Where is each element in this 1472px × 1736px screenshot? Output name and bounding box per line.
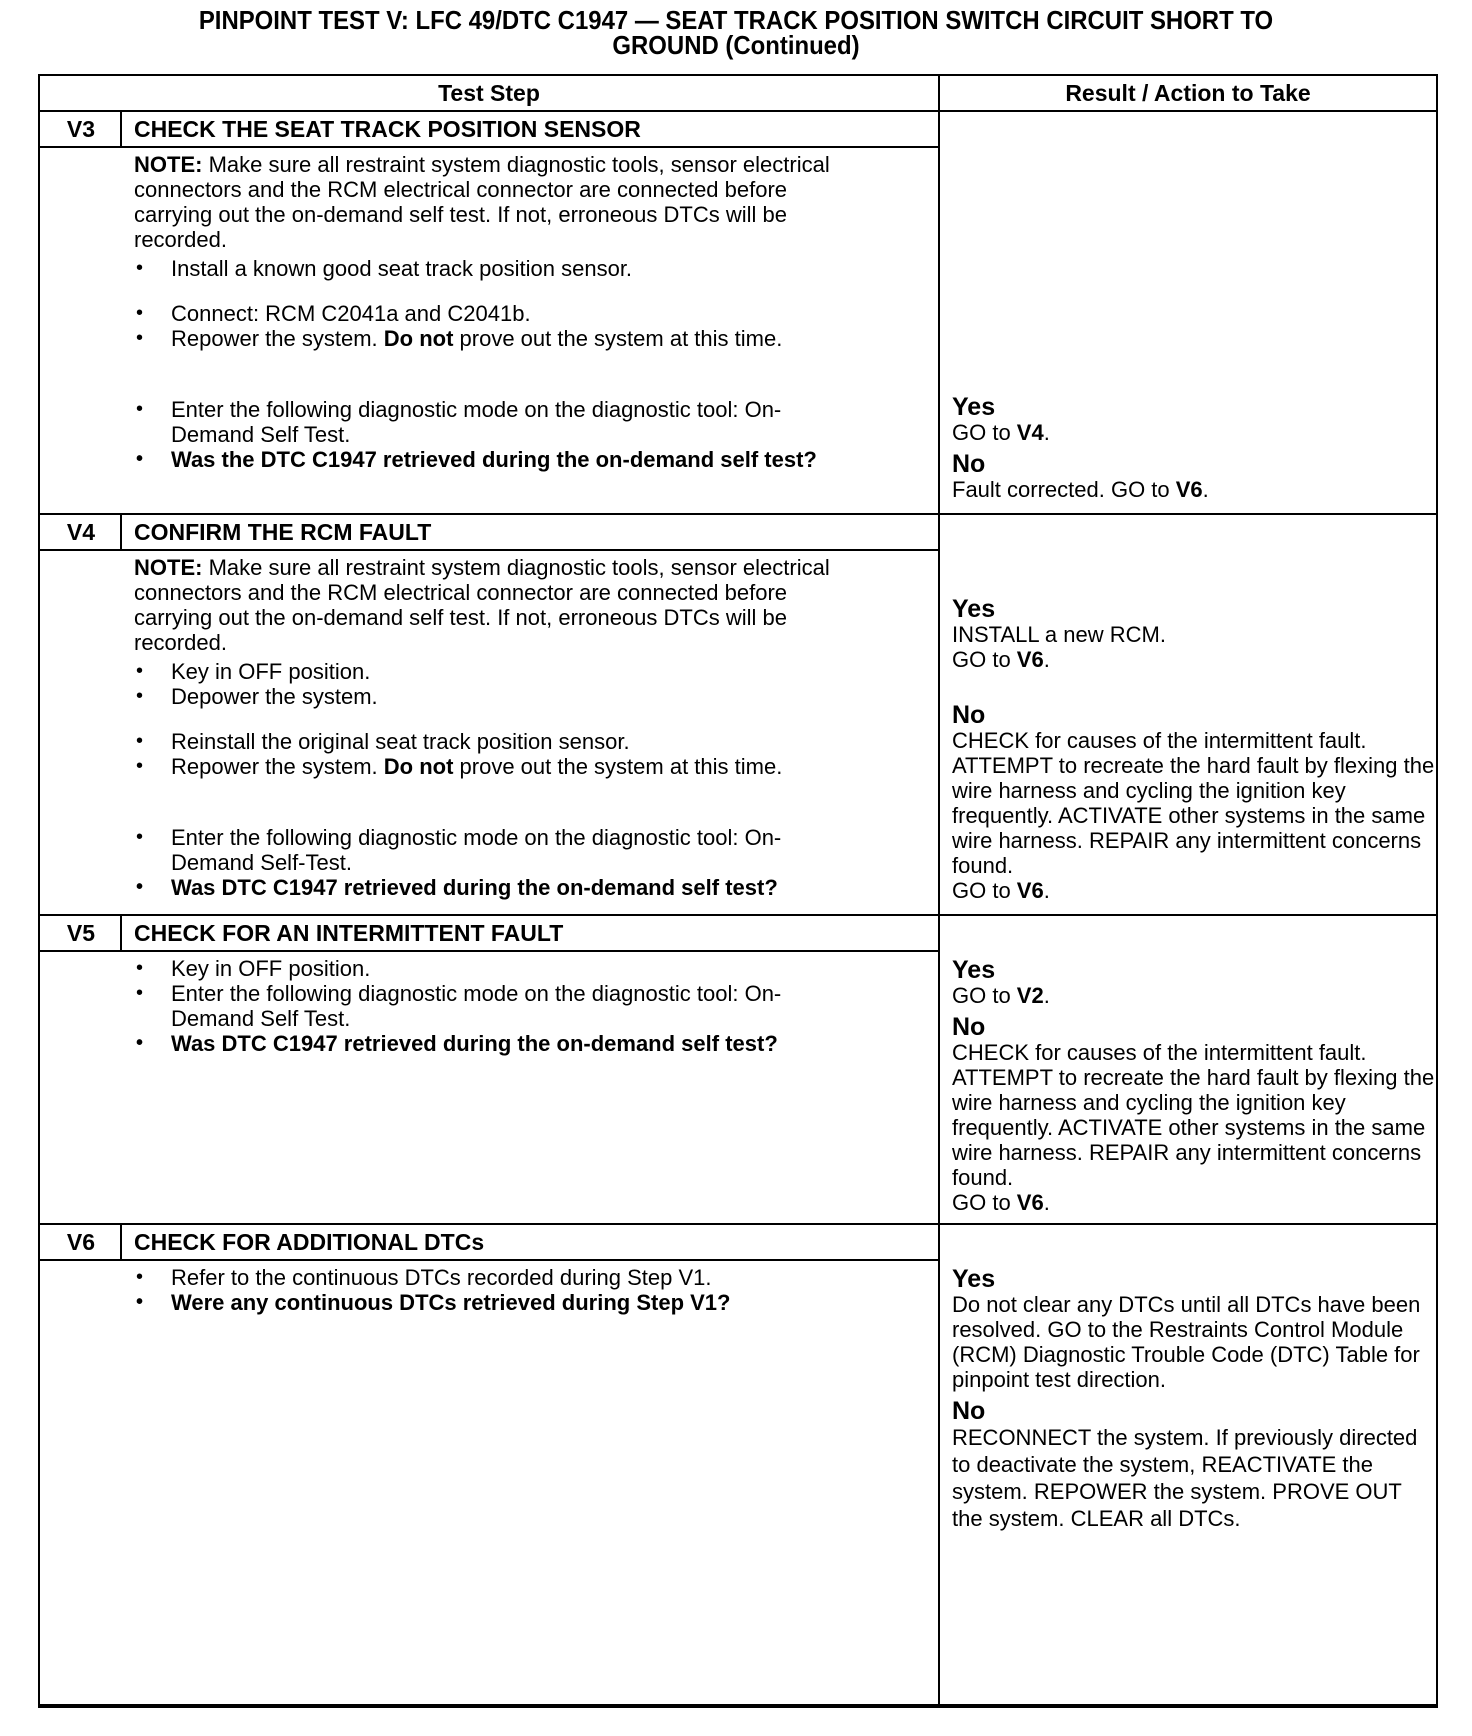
instruction-item: • Key in OFF position. (134, 956, 854, 981)
instruction-item: • Install a known good seat track position sensor. (134, 256, 854, 281)
result-no (952, 451, 1438, 502)
no-action[interactable]: Fault corrected. GO to V6. (952, 477, 1209, 502)
header-result-action: Result / Action to Take (1065, 80, 1311, 106)
yes-action[interactable]: GO to V4. (952, 420, 1050, 445)
step-link: V6 (1175, 477, 1203, 502)
yes-action[interactable]: GO to V6. (952, 647, 1050, 672)
instruction-item: • Repower the system. Do not prove out the system at this time. (134, 326, 854, 351)
yes-label: Yes (952, 595, 996, 623)
step-instructions (134, 1265, 854, 1315)
header-test-step: Test Step (438, 80, 540, 106)
note (134, 152, 854, 252)
no-label: No (952, 1013, 986, 1041)
yes-label: Yes (952, 956, 996, 984)
step-title: CHECK FOR AN INTERMITTENT FAULT (134, 920, 564, 946)
no-label: No (952, 450, 986, 478)
instruction-question: • Were any continuous DTCs retrieved during Step V1? (134, 1290, 854, 1315)
result-yes (952, 1266, 1438, 1392)
yes-label: Yes (952, 1265, 996, 1293)
step-link: V4 (1016, 420, 1044, 445)
instruction-item: • Refer to the continuous DTCs recorded during Step V1. (134, 1265, 854, 1290)
step-title: CONFIRM THE RCM FAULT (134, 519, 432, 545)
yes-label: Yes (952, 393, 996, 421)
result-yes (952, 394, 1438, 445)
no-action-text: CHECK for causes of the intermittent fault. ATTEMPT to recreate the hard fault by flexing the wire harness and cycling the ignition key frequently. ACTIVATE other systems in the same wire harness. REPAIR any intermittent concerns found. (952, 1040, 1435, 1190)
page-title-line-1: PINPOINT TEST V: LFC 49/DTC C1947 — SEAT TRACK POSITION SWITCH CIRCUIT SHORT TO (198, 5, 1274, 35)
instruction-question: • Was DTC C1947 retrieved during the on-demand self test? (134, 875, 854, 900)
instruction-item: • Key in OFF position. (134, 659, 854, 684)
no-label: No (952, 1397, 986, 1425)
step-id: V6 (66, 1229, 96, 1255)
step-link: V6 (1016, 878, 1044, 903)
yes-action[interactable]: GO to V2. (952, 983, 1050, 1008)
step-link: V6 (1016, 1190, 1044, 1215)
note (134, 555, 854, 655)
column-divider (938, 76, 940, 1706)
instruction-item: • Repower the system. Do not prove out the system at this time. (134, 754, 854, 779)
instruction-item: • Reinstall the original seat track position sensor. (134, 729, 854, 754)
result-action-v3 (952, 394, 1438, 508)
result-yes (952, 596, 1438, 672)
instruction-question: • Was DTC C1947 retrieved during the on-demand self test? (134, 1031, 854, 1056)
no-action[interactable]: GO to V6. (952, 878, 1050, 903)
instruction-item: • Depower the system. (134, 684, 854, 709)
instruction-item: • Enter the following diagnostic mode on the diagnostic tool: On-Demand Self-Test. (134, 825, 854, 875)
step-link: V6 (1016, 647, 1044, 672)
note-label: NOTE: (134, 152, 203, 177)
no-action-text: CHECK for causes of the intermittent fault. ATTEMPT to recreate the hard fault by flexing the wire harness and cycling the ignition key frequently. ACTIVATE other systems in the same wire harness. REPAIR any intermittent concerns found. (952, 728, 1435, 878)
note-label: NOTE: (134, 555, 203, 580)
no-action[interactable]: GO to V6. (952, 1190, 1050, 1215)
step-instructions (134, 956, 854, 1056)
step-link: V2 (1016, 983, 1044, 1008)
result-no (952, 1398, 1438, 1532)
pinpoint-test-table (38, 74, 1438, 1708)
step-id: V3 (66, 116, 96, 142)
yes-action-text: INSTALL a new RCM. (952, 622, 1166, 647)
result-no (952, 702, 1438, 903)
result-action-v6 (952, 1266, 1438, 1538)
step-id: V5 (66, 920, 96, 946)
step-instructions (134, 555, 854, 900)
no-action-text: RECONNECT the system. If previously directed to deactivate the system, REACTIVATE the system. REPOWER the system. PROVE OUT the system. CLEAR all DTCs. (952, 1425, 1418, 1531)
instruction-question: • Was the DTC C1947 retrieved during the on-demand self test? (134, 447, 854, 472)
step-id: V4 (66, 519, 96, 545)
step-title: CHECK THE SEAT TRACK POSITION SENSOR (134, 116, 641, 142)
note-text: Make sure all restraint system diagnostic tools, sensor electrical connectors and the RCM electrical connector are connected before carrying out the on-demand self test. If not, erroneous DTCs will be recorded. (134, 555, 830, 655)
instruction-item: • Enter the following diagnostic mode on the diagnostic tool: On-Demand Self Test. (134, 397, 854, 447)
no-label: No (952, 701, 986, 729)
page-title (59, 5, 1413, 60)
result-action-v4 (952, 596, 1438, 909)
page-title-line-2: GROUND (Continued) (612, 30, 860, 60)
result-yes (952, 957, 1438, 1008)
instruction-item: • Enter the following diagnostic mode on the diagnostic tool: On-Demand Self Test. (134, 981, 854, 1031)
note-text: Make sure all restraint system diagnostic tools, sensor electrical connectors and the RCM electrical connector are connected before carrying out the on-demand self test. If not, erroneous DTCs will be recorded. (134, 152, 830, 252)
result-action-v5 (952, 957, 1438, 1221)
result-no (952, 1014, 1438, 1215)
step-instructions (134, 152, 854, 472)
yes-action-text: Do not clear any DTCs until all DTCs have been resolved. GO to the Restraints Control Module (RCM) Diagnostic Trouble Code (DTC) Table for pinpoint test direction. (952, 1292, 1421, 1392)
step-title: CHECK FOR ADDITIONAL DTCs (134, 1229, 485, 1255)
instruction-item: • Connect: RCM C2041a and C2041b. (134, 301, 854, 326)
